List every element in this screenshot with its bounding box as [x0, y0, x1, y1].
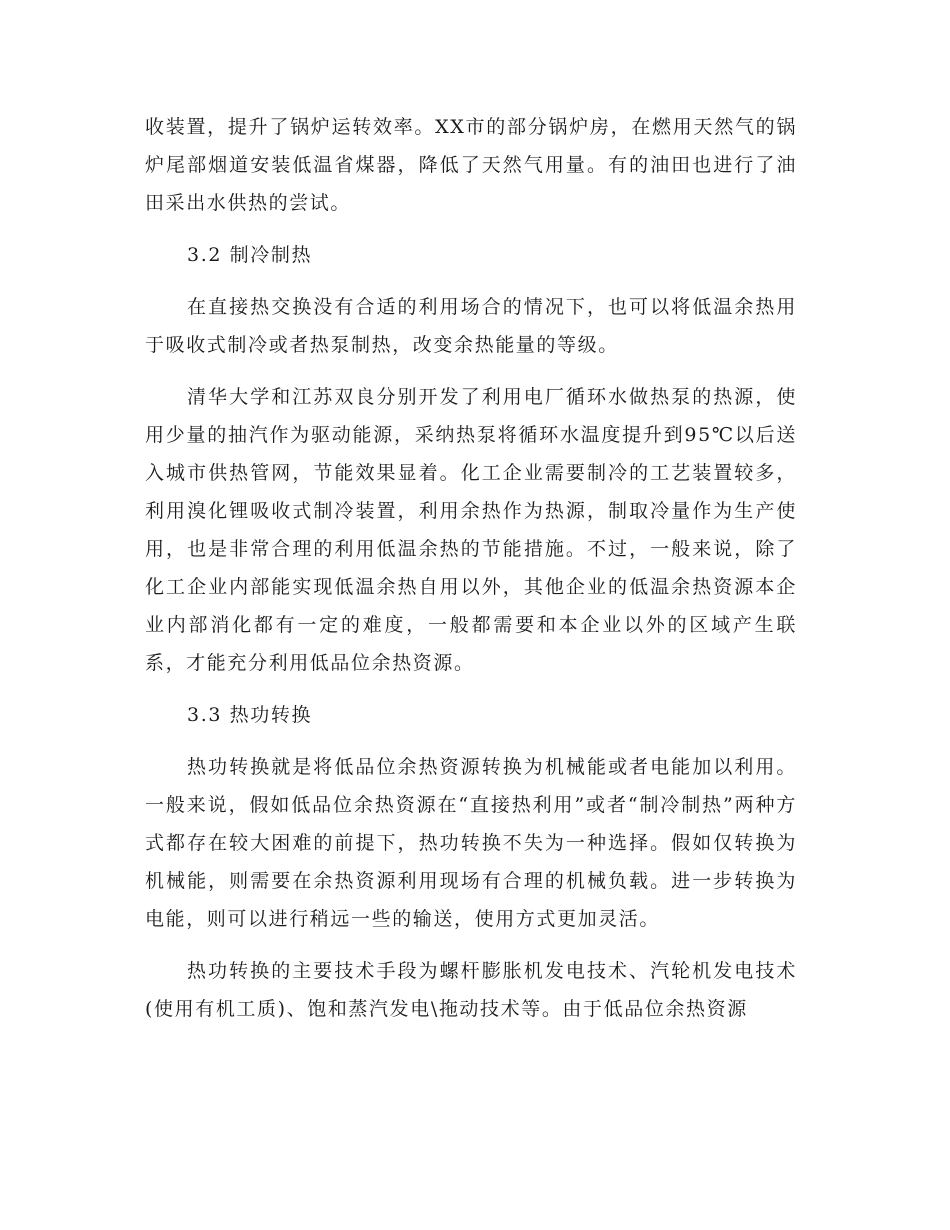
- paragraph-heat-work-conversion: 热功转换就是将低品位余热资源转换为机械能或者电能加以利用。一般来说，假如低品位余热资源在“直接热利用”或者“制冷制热”两种方式都存在较大困难的前提下，热功转换不失为一种选择。假如仅转换为机械能，则需要在余热资源利用现场有合理的机械负载。进一步转换为电能，则可以进行稍远一些的输送，使用方式更加灵活。: [145, 756, 797, 930]
- paragraph-continuation: 收装置，提升了锅炉运转效率。XX市的部分锅炉房，在燃用天然气的锅炉尾部烟道安装低温省煤器，降低了天然气用量。有的油田也进行了油田采出水供热的尝试。: [145, 116, 797, 214]
- paragraph-cooling-heating-intro: 在直接热交换没有合适的利用场合的情况下，也可以将低温余热用于吸收式制冷或者热泵制热，改变余热能量的等级。: [145, 296, 797, 356]
- paragraph-conversion-technologies: 热功转换的主要技术手段为螺杆膨胀机发电技术、汽轮机发电技术(使用有机工质)、饱和蒸汽发电\拖动技术等。由于低品位余热资源: [145, 960, 797, 1020]
- section-heading-3-3: 3.3 热功转换: [187, 704, 313, 726]
- paragraph-heat-pump-examples: 清华大学和江苏双良分别开发了利用电厂循环水做热泵的热源，使用少量的抽汽作为驱动能源，采纳热泵将循环水温度提升到95℃以后送入城市供热管网，节能效果显着。化工企业需要制冷的工艺装置较多，利用溴化锂吸收式制冷装置，利用余热作为热源，制取冷量作为生产使用，也是非常合理的利用低温余热的节能措施。不过，一般来说，除了化工企业内部能实现低温余热自用以外，其他企业的低温余热资源本企业内部消化都有一定的难度，一般都需要和本企业以外的区域产生联系，才能充分利用低品位余热资源。: [145, 386, 797, 674]
- section-heading-3-2: 3.2 制冷制热: [187, 244, 313, 266]
- document-body: [145, 108, 797, 1028]
